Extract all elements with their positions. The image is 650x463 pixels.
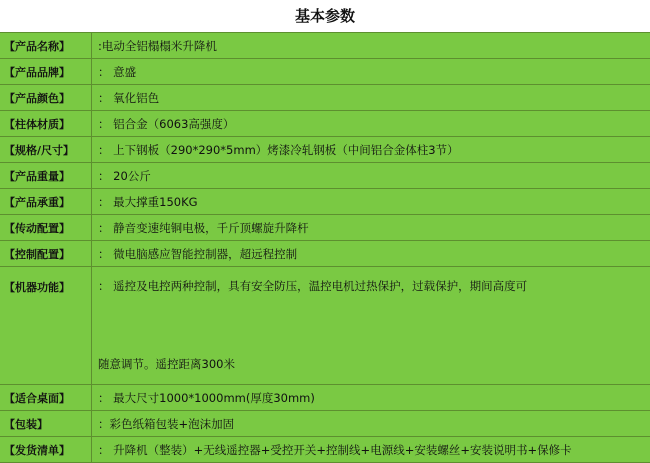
row-label: 【产品承重】 xyxy=(0,189,92,214)
row-label: 【控制配置】 xyxy=(0,241,92,266)
row-label: 【产品名称】 xyxy=(0,33,92,58)
row-label: 【规格/尺寸】 xyxy=(0,137,92,162)
row-value xyxy=(92,267,650,384)
row-value: ：彩色纸箱包装+泡沫加固 xyxy=(98,416,235,431)
row-value-line1: ： 遥控及电控两种控制，具有安全防压，温控电机过热保护，过载保护，期间高度可 xyxy=(98,279,528,293)
table-row xyxy=(0,267,650,385)
row-value: ： 意盛 xyxy=(98,64,137,79)
row-value: ： 微电脑感应智能控制器，超远程控制 xyxy=(98,246,298,261)
row-label: 【适合桌面】 xyxy=(0,385,92,410)
table-row xyxy=(0,437,650,463)
row-label: 【传动配置】 xyxy=(0,215,92,240)
row-value-line2: 随意调节。遥控距离300米 xyxy=(98,357,235,371)
table-row xyxy=(0,215,650,241)
table-row xyxy=(0,385,650,411)
row-label: 【发货清单】 xyxy=(0,437,92,462)
row-value: ： 最大撑重150KG xyxy=(98,194,198,209)
row-label: 【包装】 xyxy=(0,411,92,436)
page-title: 基本参数 xyxy=(0,0,650,33)
row-value: ： 铝合金（6063高强度） xyxy=(98,116,235,131)
row-label: 【机器功能】 xyxy=(0,267,92,384)
table-row xyxy=(0,163,650,189)
table-row xyxy=(0,59,650,85)
table-row xyxy=(0,85,650,111)
table-row xyxy=(0,189,650,215)
table-row xyxy=(0,33,650,59)
row-value: ： 氧化铝色 xyxy=(98,90,160,105)
row-label: 【产品品牌】 xyxy=(0,59,92,84)
row-value: ： 最大尺寸1000*1000mm(厚度30mm) xyxy=(98,390,315,405)
row-label: 【产品重量】 xyxy=(0,163,92,188)
row-value: ： 上下钢板（290*290*5mm）烤漆冷轧钢板（中间铝合金体柱3节） xyxy=(98,142,459,157)
table-row xyxy=(0,137,650,163)
row-value: ： 升降机（整装）+无线遥控器+受控开关+控制线+电源线+安装螺丝+安装说明书+保修卡 xyxy=(98,442,572,457)
row-label: 【产品颜色】 xyxy=(0,85,92,110)
row-value: ： 20公斤 xyxy=(98,168,151,183)
table-row xyxy=(0,241,650,267)
table-row xyxy=(0,411,650,437)
row-value: :电动全铝榻榻米升降机 xyxy=(98,38,217,53)
row-label: 【柱体材质】 xyxy=(0,111,92,136)
row-value: ： 静音变速纯铜电极，千斤顶螺旋升降杆 xyxy=(98,220,309,235)
spec-table xyxy=(0,33,650,463)
table-row xyxy=(0,111,650,137)
